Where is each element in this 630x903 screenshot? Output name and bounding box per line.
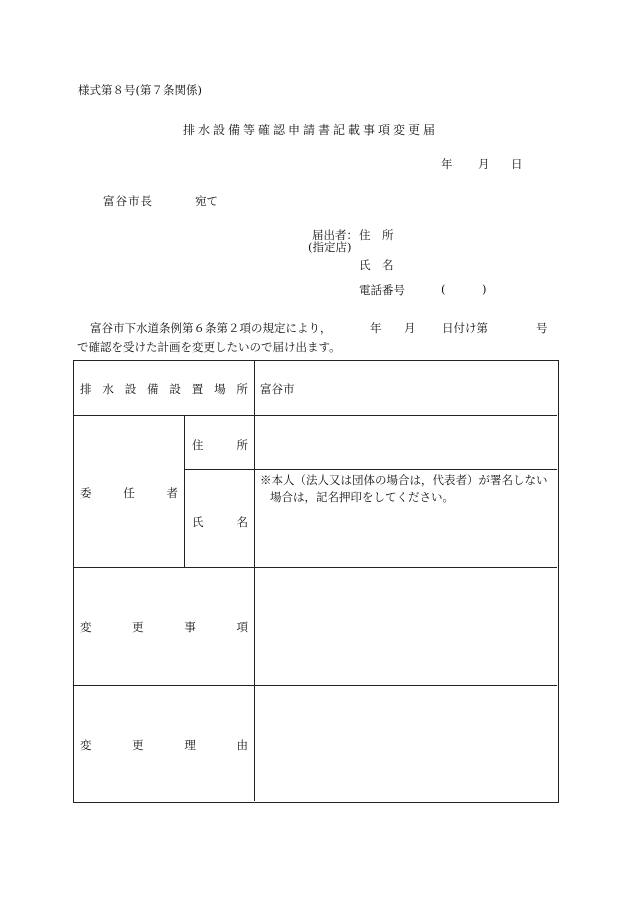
addressee-name: 富谷市長 (103, 194, 153, 208)
label-char: 場 (214, 382, 226, 396)
document-title: 排水設備等確認申請書記載事項変更届 (183, 123, 439, 137)
body-text-line1: 富谷市下水道条例第６条第２項の規定により， (90, 321, 332, 335)
label-char: 変 (80, 738, 92, 752)
label-char: 理 (184, 738, 196, 752)
form-table (73, 360, 559, 803)
label-char: 者 (166, 486, 178, 500)
label-char: 事 (184, 620, 196, 634)
column-divider (184, 415, 185, 567)
label-char: 住 (192, 438, 204, 452)
body-text-number: 号 (536, 321, 548, 335)
change-items-field[interactable] (255, 568, 557, 685)
label-char: 設 (124, 382, 137, 396)
label-char: 更 (132, 738, 144, 752)
date-month-label: 月 (478, 157, 490, 171)
label-char: 所 (236, 438, 248, 452)
row-divider (184, 469, 557, 470)
applicant-label: 届出者： (312, 228, 358, 242)
phone-paren-open: ( (441, 282, 446, 296)
label-char: 所 (236, 382, 248, 396)
label-char: 設 (169, 382, 181, 396)
change-items-label (80, 619, 248, 635)
form-number: 様式第８号(第７条関係) (78, 83, 202, 97)
applicant-sub-label: (指定店) (308, 240, 352, 254)
addressee-suffix: 宛て (195, 194, 218, 208)
body-text-month: 月 (404, 321, 416, 335)
phone-paren-close: ) (482, 282, 487, 296)
label-char: 由 (236, 738, 248, 752)
label-char: 更 (132, 620, 144, 634)
label-char: 排 (80, 382, 92, 396)
body-text-line2: で確認を受けた計画を変更したいので届け出ます。 (77, 340, 341, 354)
contractor-address-field[interactable] (255, 416, 557, 469)
body-text-dated: 日付け第 (442, 321, 488, 335)
change-reason-field[interactable] (255, 686, 557, 801)
label-char: 備 (147, 382, 159, 396)
label-char: 氏 (192, 515, 204, 529)
label-char: 委 (80, 486, 92, 500)
body-text-year: 年 (370, 321, 382, 335)
label-char: 水 (102, 382, 114, 396)
installation-place-label (80, 381, 248, 397)
applicant-address-label: 住 所 (359, 228, 394, 242)
date-day-label: 日 (511, 157, 523, 171)
date-year-label: 年 (441, 157, 453, 171)
contractor-address-label (192, 437, 248, 453)
label-char: 名 (236, 515, 248, 529)
signature-note: ※本人（法人又は団体の場合は，代表者）が署名しない場合は，記名押印をしてください。 (260, 473, 548, 504)
label-char: 置 (191, 382, 204, 396)
contractor-name-label (192, 514, 248, 530)
label-char: 項 (236, 620, 248, 634)
installation-place-value[interactable]: 富谷市 (260, 382, 295, 396)
contractor-name-field[interactable] (255, 507, 557, 567)
label-char: 変 (80, 620, 92, 634)
contractor-label (80, 485, 178, 501)
applicant-phone-label: 電話番号 (359, 283, 405, 297)
change-reason-label (80, 737, 248, 753)
label-char: 任 (123, 486, 135, 500)
applicant-name-label: 氏 名 (359, 258, 394, 272)
